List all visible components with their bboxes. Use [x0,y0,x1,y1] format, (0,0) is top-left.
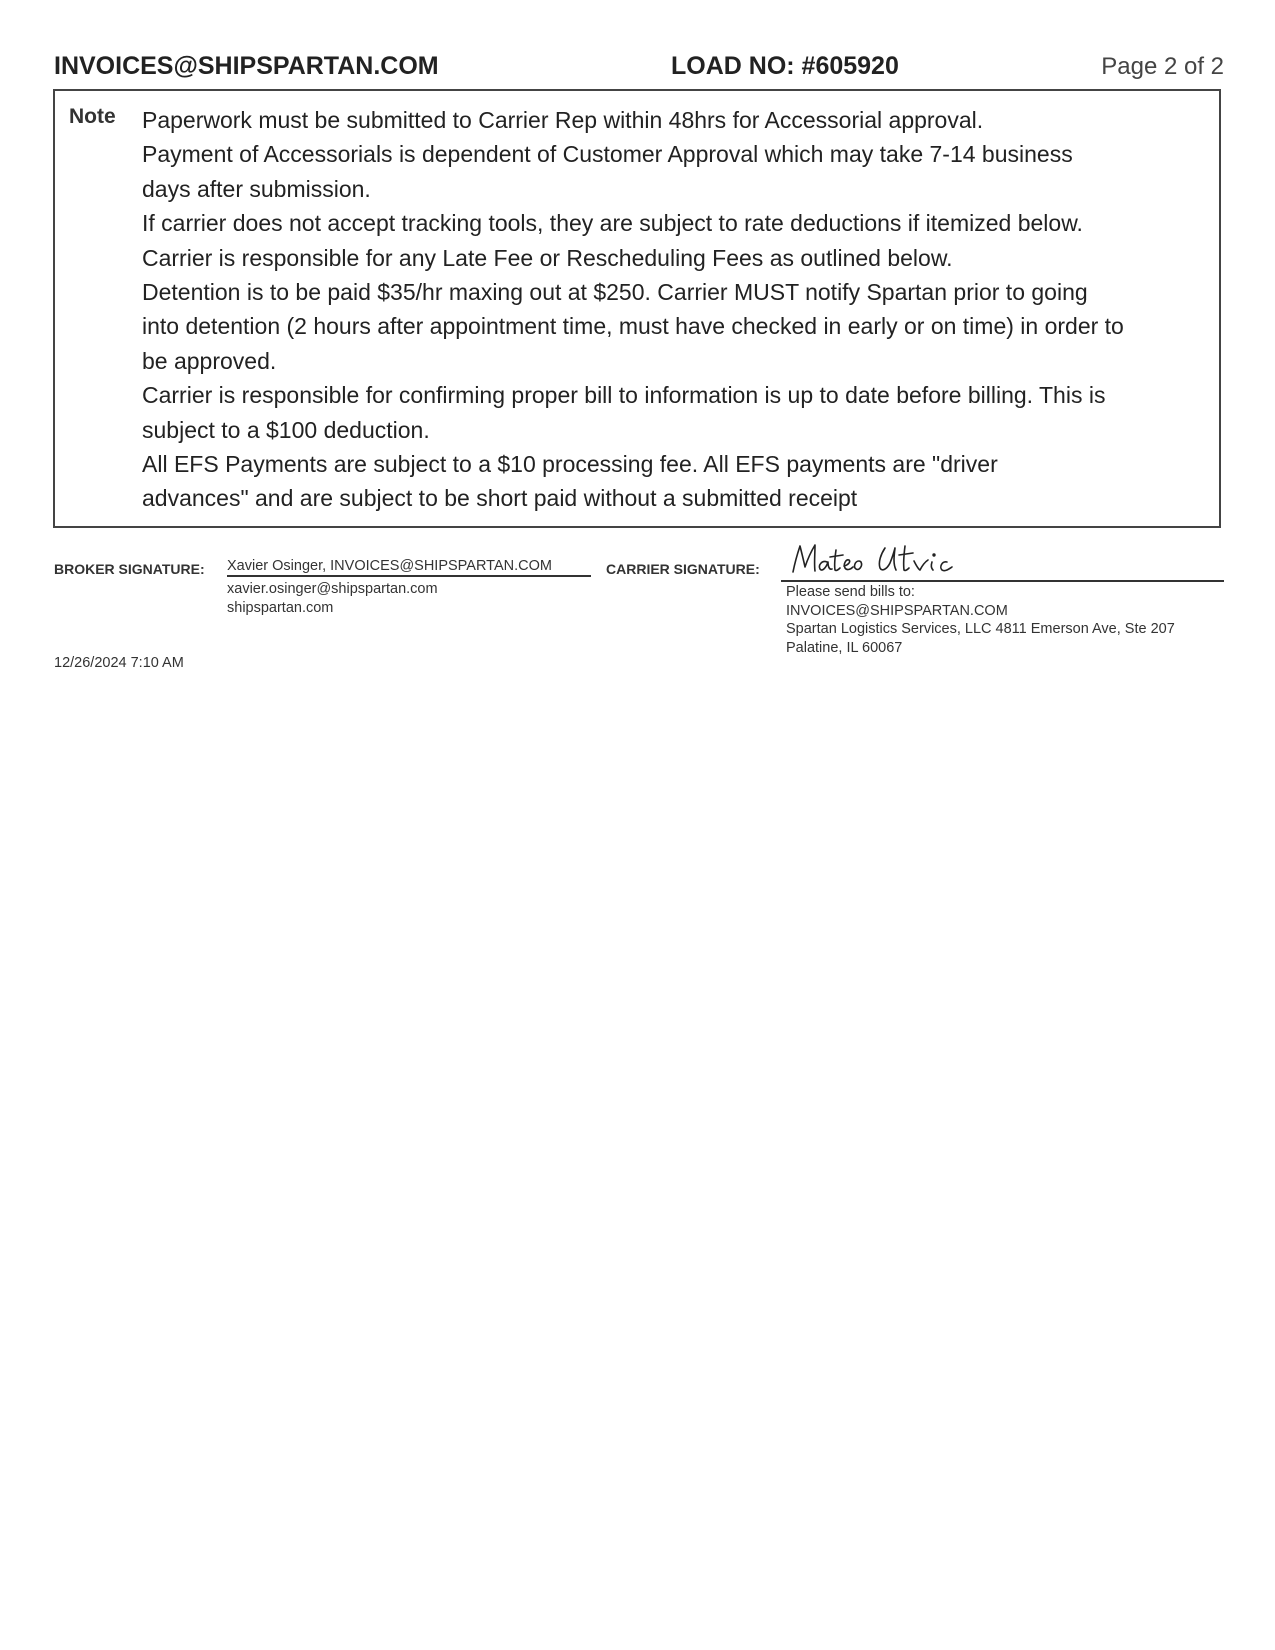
broker-signature-label: BROKER SIGNATURE: [54,561,205,577]
print-timestamp: 12/26/2024 7:10 AM [54,655,184,671]
note-line: into detention (2 hours after appointment time, must have checked in early or on time) in order to [142,313,1124,340]
note-line: Detention is to be paid $35/hr maxing out at $250. Carrier MUST notify Spartan prior to going [142,279,1088,306]
note-box [53,89,1221,528]
page-header [54,52,1224,86]
broker-website: shipspartan.com [227,600,334,616]
note-line: Carrier is responsible for any Late Fee or Rescheduling Fees as outlined below. [142,244,953,271]
billing-line: Spartan Logistics Services, LLC 4811 Emerson Ave, Ste 207 [786,621,1175,637]
note-label: Note [69,105,116,128]
load-number: LOAD NO: #605920 [671,52,899,80]
note-line: All EFS Payments are subject to a $10 processing fee. All EFS payments are "driver [142,451,998,478]
note-line: be approved. [142,347,277,374]
carrier-signature-image [789,540,1009,580]
signature-section [54,540,1224,690]
note-line: subject to a $100 deduction. [142,416,430,443]
carrier-signature-line [781,580,1224,582]
note-line: days after submission. [142,175,371,202]
note-text [142,103,1212,516]
carrier-signature-label: CARRIER SIGNATURE: [606,561,760,577]
note-line: If carrier does not accept tracking tools, they are subject to rate deductions if itemized below. [142,210,1083,237]
broker-name: Xavier Osinger, INVOICES@SHIPSPARTAN.COM [227,558,591,577]
billing-line: Palatine, IL 60067 [786,639,903,656]
note-line: advances" and are subject to be short paid without a submitted receipt [142,485,858,512]
broker-email: xavier.osinger@shipspartan.com [227,581,438,597]
page-number: Page 2 of 2 [1101,53,1224,80]
note-line: Paperwork must be submitted to Carrier Rep within 48hrs for Accessorial approval. [142,107,984,133]
note-line: Payment of Accessorials is dependent of Customer Approval which may take 7-14 business [142,141,1073,168]
billing-info [786,583,1175,657]
billing-line: Please send bills to: [786,584,915,600]
header-email: INVOICES@SHIPSPARTAN.COM [54,52,439,80]
broker-contact [227,580,438,618]
note-line: Carrier is responsible for confirming proper bill to information is up to date before billing. This is [142,382,1106,409]
billing-line: INVOICES@SHIPSPARTAN.COM [786,602,1008,619]
